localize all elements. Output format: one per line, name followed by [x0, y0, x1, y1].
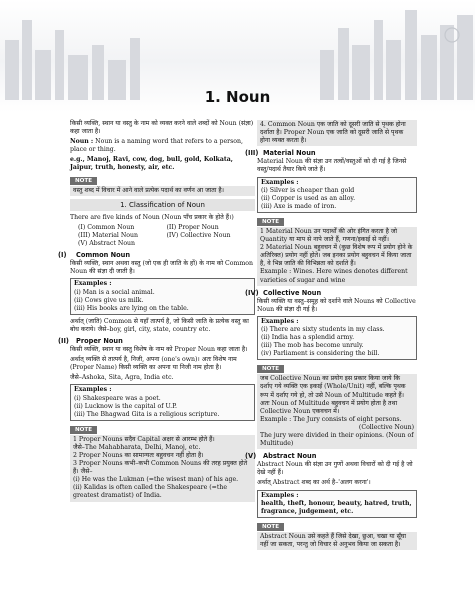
example-item: (iii) The mob has become unruly.	[261, 342, 364, 350]
kinds-list	[78, 224, 255, 248]
example-item: health, theft, honour, beauty, hatred, truth, fragrance, judgement, etc.	[261, 499, 412, 515]
example-item: (ii) Copper is used as an alloy.	[261, 194, 356, 202]
proper-noun-explanation: अर्थात् व्यक्ति से तात्पर्य है, निजी, अपना (one's own)। अतः विशेष नाम (Proper Name) किसी व्यक्ति का अपना या निजी नाम होता है।	[70, 356, 237, 372]
proper-noun-heading: (II) Proper Noun	[58, 336, 123, 345]
kind-item: (II) Proper Noun	[166, 223, 219, 231]
abstract-noun-heading: (V) Abstract Noun	[245, 452, 317, 461]
example-item: (iii) The Bhagwad Gita is a religious scripture.	[74, 410, 220, 418]
common-noun-explanation: अर्थात् (जाति) Common से यहाँ तात्पर्य है, जो किसी जाति के प्रत्येक वस्तु का बोध कराये। जैसे–boy, girl, city, state, country etc.	[70, 317, 249, 333]
note-box	[257, 227, 417, 286]
right-column	[245, 120, 417, 553]
note-line: जैसे–The Mahabharata, Delhi, Manoj, etc.	[73, 443, 201, 451]
example-item: (i) Shakespeare was a poet.	[74, 394, 161, 402]
note-line: The jury were divided in their opinions. (Noun of Multitude)	[260, 432, 414, 448]
example-item: (ii) Cows give us milk.	[74, 296, 144, 304]
examples-box	[257, 490, 417, 518]
abstract-noun-definition: Abstract Noun की संज्ञा उन गुणों अथवा विचारों को दी गई है जो देखे नहीं हैं।	[257, 461, 413, 477]
note-label: NOTE	[257, 523, 284, 531]
examples-label: Examples :	[261, 317, 299, 325]
example-item: (i) There are sixty students in my class.	[261, 325, 385, 333]
common-noun-definition: किसी व्यक्ति, स्थान अथवा वस्तु (जो एक ही जाति के हों) के नाम को Common Noun की संज्ञा दी जाती है।	[70, 260, 253, 276]
examples-label: Examples :	[74, 280, 112, 288]
note-line: 3 Proper Nouns कभी–कभी Common Nouns की तरह प्रयुक्त होते हैं। जैसे–	[73, 460, 248, 476]
note-box: 4. Common Noun एक जाति को दूसरी जाति से पृथक होना दर्शाता है। Proper Noun एक जाति को दूसरी जाति से पृथक होना व्यक्त करता है।	[257, 120, 417, 146]
abstract-noun-meaning: अर्थात् Abstract शब्द का अर्थ है–'अलग करना'।	[257, 479, 371, 487]
note-line: Example : Wines. Here wines denotes different varieties of sugar and wine	[260, 268, 408, 284]
common-noun-heading: (I) Common Noun	[58, 251, 131, 260]
examples-box	[70, 384, 255, 420]
note-box	[70, 435, 255, 502]
collective-noun-definition: किसी व्यक्ति या वस्तु–समूह को दर्शाने वाले Nouns को Collective Noun की संज्ञा दी गई है।	[257, 297, 416, 313]
examples-box	[257, 316, 417, 360]
note-line: (ii) Kalidas is often called the Shakespeare (=the greatest dramatist) of India.	[73, 484, 227, 500]
kind-item: (V) Abstract Noun	[78, 240, 136, 248]
example-item: (ii) Lucknow is the capital of U.P.	[74, 402, 177, 410]
note-line: 2 Material Noun बहुवचन में (कुछ विशेष रूप में प्रयोग होने के अतिरिक्त) प्रयोग नहीं होते। जब इनका प्रयोग बहुवचन में किया जाता है, वे भिन्न जाति की विभिन्नता को दर्शाते हैं।	[260, 244, 413, 268]
note-label: NOTE	[70, 426, 97, 434]
note-line: Example : The Jury consists of eight persons.	[260, 415, 402, 423]
example-item: (iii) Axe is made of iron.	[261, 202, 337, 210]
note-box: वस्तु शब्द में विचार में आने वाले प्रत्येक पदार्थ का वर्णन आ जाता है।	[70, 186, 255, 196]
note-line: (Collective Noun)	[358, 423, 414, 431]
intro-examples: e.g., Manoj, Ravi, cow, dog, bull, gold, Kolkata, Jaipur, truth, honesty, air, etc.	[70, 156, 233, 172]
examples-box	[70, 278, 255, 314]
proper-noun-definition: किसी व्यक्ति, स्थान या वस्तु विशेष के नाम को Proper Noun कहा जाता है।	[70, 346, 248, 354]
example-item: (i) Silver is cheaper than gold	[261, 186, 355, 194]
note-line: 1 Material Noun उन पदार्थों की ओर इंगित करता है जो Quantity या माप से नापे जाते हैं, गणना/इकाई से नहीं।	[260, 227, 398, 244]
note-label: NOTE	[70, 177, 97, 185]
intro-hindi: किसी व्यक्ति, स्थान या वस्तु के नाम को व्यक्त करने वाले शब्दों को Noun (संज्ञा) कहा जाता है।	[70, 120, 254, 136]
proper-noun-examples-inline: जैसे–Ashoka, Sita, Agra, India etc.	[70, 374, 174, 382]
example-item: (iii) His books are lying on the table.	[74, 304, 189, 312]
note-line: जब Collective Noun का प्रयोग इस प्रकार किया जाये कि दर्शाए गये व्यक्ति एक इकाई (Whole/Unit) नहीं, बल्कि पृथक रूप में दर्शाए गये हो, तो उसे Noun of Multitude कहते हैं। अतः Noun of Multitude बहुवचन में प्रयोग होता है तथा Collective Noun एकवचन में।	[260, 375, 406, 415]
kind-item: (III) Material Noun	[78, 231, 138, 239]
note-line: 1 Proper Nouns सदैव Capital अक्षर से आरम्भ होते हैं।	[73, 435, 215, 443]
material-noun-heading: (III) Material Noun	[245, 149, 316, 158]
material-noun-definition: Material Noun की संज्ञा उन तत्वों/वस्तुओं को दी गई है जिनसे वस्तु/पदार्थ तैयार किये जाते हैं।	[257, 158, 407, 174]
intro-english: Noun : Noun is a naming word that refers to a person, place or thing.	[70, 138, 243, 154]
note-line: (i) He was the Lukman (=the wisest man) of his age.	[73, 476, 239, 484]
note-label: NOTE	[257, 218, 284, 226]
note-box	[257, 374, 417, 449]
left-column	[58, 120, 255, 505]
chapter-title: 1. Noun	[204, 88, 271, 106]
kind-item: (IV) Collective Noun	[166, 231, 231, 239]
example-item: (i) Man is a social animal.	[74, 288, 155, 296]
kinds-intro: There are five kinds of Noun (Noun पाँच प्रकार के होते हैं।)	[70, 213, 234, 221]
example-item: (ii) India has a splendid army.	[261, 334, 355, 342]
example-item: (iv) Parliament is considering the bill.	[261, 350, 380, 358]
note-line: 2 Proper Nouns का सामान्यतः बहुवचन नहीं होता है।	[73, 452, 204, 459]
examples-label: Examples :	[74, 386, 112, 394]
examples-box	[257, 177, 417, 213]
note-label: NOTE	[257, 365, 284, 373]
note-box: Abstract Noun उसे कहते हैं जिसे देखा, छुआ, चखा या सूँघा नहीं जा सकता, परन्तु जो विचार से अनुभव किया जा सकता है।	[257, 532, 417, 550]
collective-noun-heading: (IV) Collective Noun	[245, 288, 322, 297]
section-heading: 1. Classification of Noun	[70, 199, 255, 211]
examples-label: Examples :	[261, 178, 299, 186]
examples-label: Examples :	[261, 491, 299, 499]
kind-item: (I) Common Noun	[78, 223, 135, 231]
